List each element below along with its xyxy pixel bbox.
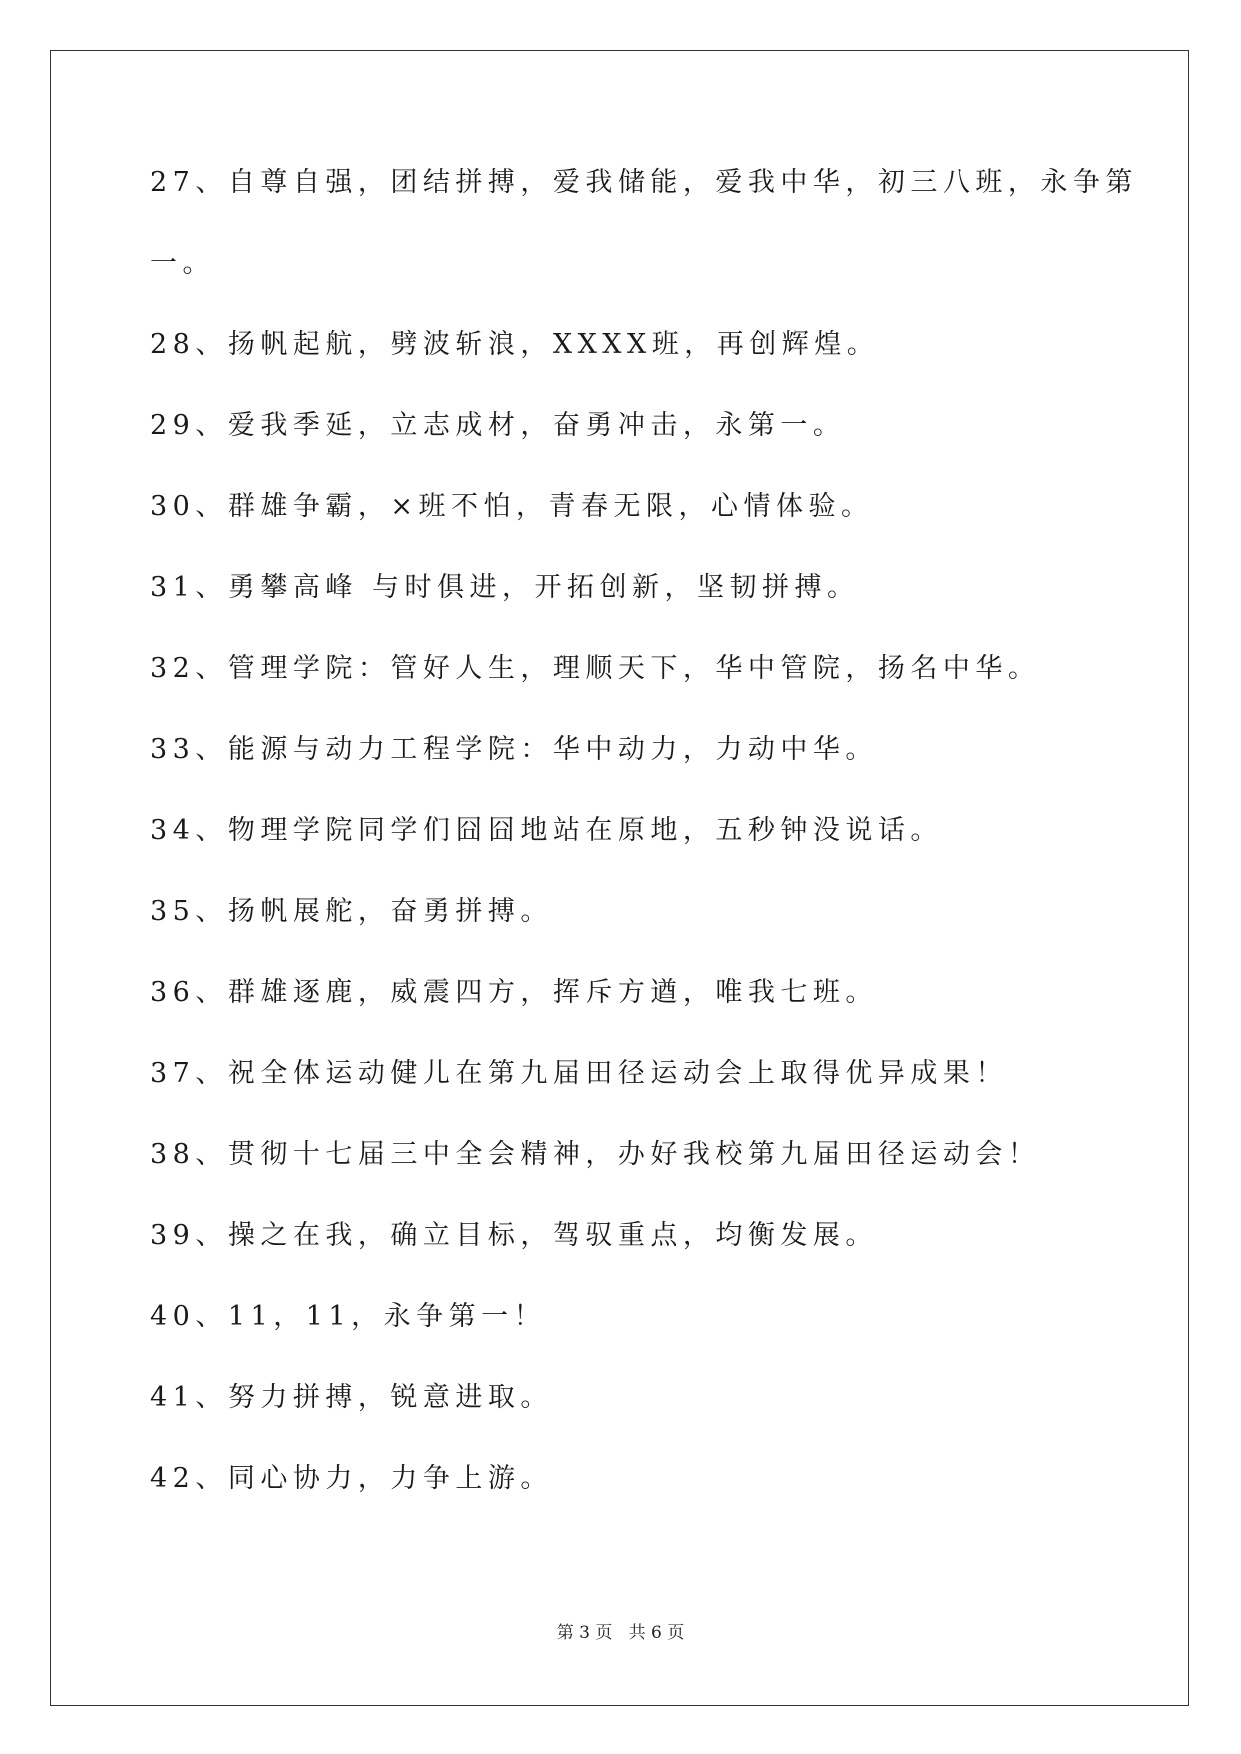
page-number-footer: 第 3 页 共 6 页 [556,1623,685,1643]
slogan-line: 41、努力拼搏，锐意进取。 [150,1382,553,1413]
slogan-line: 31、勇攀高峰 与时俱进，开拓创新，坚韧拼搏。 [150,572,860,603]
slogan-line: 32、管理学院：管好人生，理顺天下，华中管院，扬名中华。 [150,653,1041,684]
slogan-line: 37、祝全体运动健儿在第九届田径运动会上取得优异成果！ [150,1058,1008,1089]
slogan-line: 40、11，11，永争第一！ [150,1301,547,1332]
slogan-line: 一。 [150,248,215,279]
slogan-line: 39、操之在我，确立目标，驾驭重点，均衡发展。 [150,1220,878,1251]
slogan-line: 42、同心协力，力争上游。 [150,1463,553,1494]
slogan-line: 35、扬帆展舵，奋勇拼搏。 [150,896,553,927]
slogan-line: 30、群雄争霸，×班不怕，青春无限，心情体验。 [150,491,874,522]
slogan-line: 33、能源与动力工程学院：华中动力，力动中华。 [150,734,878,765]
slogan-line: 27、自尊自强，团结拼搏，爱我储能，爱我中华，初三八班，永争第 [150,167,1138,198]
slogan-line: 38、贯彻十七届三中全会精神，办好我校第九届田径运动会！ [150,1139,1041,1170]
slogan-line: 28、扬帆起航，劈波斩浪，XXXX班，再创辉煌。 [150,329,880,360]
slogan-line: 36、群雄逐鹿，威震四方，挥斥方遒，唯我七班。 [150,977,878,1008]
slogan-line: 34、物理学院同学们囧囧地站在原地，五秒钟没说话。 [150,815,943,846]
slogan-line: 29、爱我季延，立志成材，奋勇冲击，永第一。 [150,410,846,441]
document-body [150,165,1138,1542]
